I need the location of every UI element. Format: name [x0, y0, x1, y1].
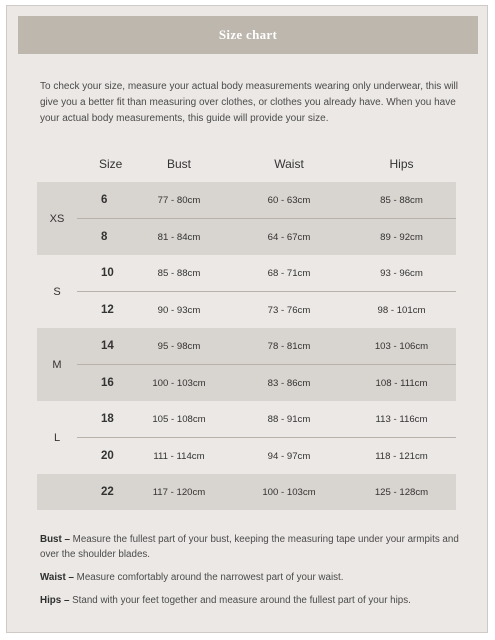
bust-value: 95 - 98cm: [127, 328, 231, 365]
size-number: 8: [77, 219, 127, 256]
bust-value: 81 - 84cm: [127, 219, 231, 256]
bust-value: 117 - 120cm: [127, 474, 231, 510]
hips-value: 93 - 96cm: [347, 255, 456, 292]
header-blank: [37, 146, 77, 182]
size-group-label: XS: [37, 182, 77, 255]
intro-text: To check your size, measure your actual body measurements wearing only underwear, this will give you a better fit than measuring over clothes, or clothes you already have. When you have your actual body measurements, this guide will provide your size.: [40, 81, 458, 124]
note-hips: [40, 593, 460, 608]
size-number: 6: [77, 182, 127, 219]
size-number: 14: [77, 328, 127, 365]
size-number: 20: [101, 450, 114, 462]
size-number: 10: [77, 255, 127, 292]
size-group-label: S: [53, 285, 61, 298]
bust-value: 111 - 114cm: [153, 450, 205, 462]
table-row: [37, 255, 456, 292]
bust-value: 100 - 103cm: [127, 365, 231, 402]
header-hips: Hips: [389, 157, 414, 171]
hips-value: 98 - 101cm: [377, 304, 426, 316]
header-waist: Waist: [274, 157, 304, 171]
size-group-label: [37, 474, 77, 510]
waist-value: 78 - 81cm: [231, 328, 347, 365]
table-row: [37, 182, 456, 219]
note-text: Measure the fullest part of your bust, keeping the measuring tape under your armpits and over the shoulder blades.: [40, 534, 459, 560]
size-number: 18: [77, 401, 127, 438]
hips-value: 89 - 92cm: [347, 219, 456, 256]
bust-value: 105 - 108cm: [127, 401, 231, 438]
table-header-row: [37, 146, 456, 182]
hips-value: 113 - 116cm: [347, 401, 456, 438]
table-row: [37, 474, 456, 510]
table-row: [37, 219, 456, 256]
bust-value: 90 - 93cm: [157, 304, 201, 316]
size-group-label: L: [53, 431, 61, 444]
size-chart-title: Size chart: [18, 16, 478, 54]
waist-value: 100 - 103cm: [231, 474, 347, 510]
size-chart-panel: [6, 5, 488, 633]
header-size: Size: [99, 157, 123, 171]
note-waist: [40, 570, 460, 585]
table-row: [37, 365, 456, 402]
size-table: [37, 146, 456, 510]
note-bust: [40, 532, 460, 562]
table-row: [37, 401, 456, 438]
size-number: 16: [77, 365, 127, 402]
waist-value: 68 - 71cm: [231, 255, 347, 292]
waist-value: 60 - 63cm: [231, 182, 347, 219]
header-bust: Bust: [166, 157, 191, 171]
note-term: Waist –: [40, 572, 74, 583]
hips-value: 103 - 106cm: [347, 328, 456, 365]
note-text: Measure comfortably around the narrowest part of your waist.: [73, 572, 344, 583]
note-term: Hips –: [40, 595, 70, 606]
hips-value: 118 - 121cm: [375, 450, 428, 462]
table-row: [37, 438, 456, 475]
waist-value: 73 - 76cm: [267, 304, 311, 316]
note-text: Stand with your feet together and measure around the fullest part of your hips.: [69, 595, 411, 606]
table-row: [37, 328, 456, 365]
size-group-label: M: [37, 328, 77, 401]
waist-value: 64 - 67cm: [231, 219, 347, 256]
waist-value: 83 - 86cm: [231, 365, 347, 402]
hips-value: 85 - 88cm: [347, 182, 456, 219]
size-number: 12: [101, 304, 114, 316]
measurement-notes: [40, 532, 460, 616]
waist-value: 94 - 97cm: [267, 450, 311, 462]
note-term: Bust –: [40, 534, 70, 545]
table-body: [37, 182, 456, 510]
waist-value: 88 - 91cm: [231, 401, 347, 438]
bust-value: 85 - 88cm: [127, 255, 231, 292]
size-number: 22: [77, 474, 127, 510]
hips-value: 108 - 111cm: [347, 365, 456, 402]
table-row: [37, 292, 456, 329]
bust-value: 77 - 80cm: [127, 182, 231, 219]
hips-value: 125 - 128cm: [347, 474, 456, 510]
